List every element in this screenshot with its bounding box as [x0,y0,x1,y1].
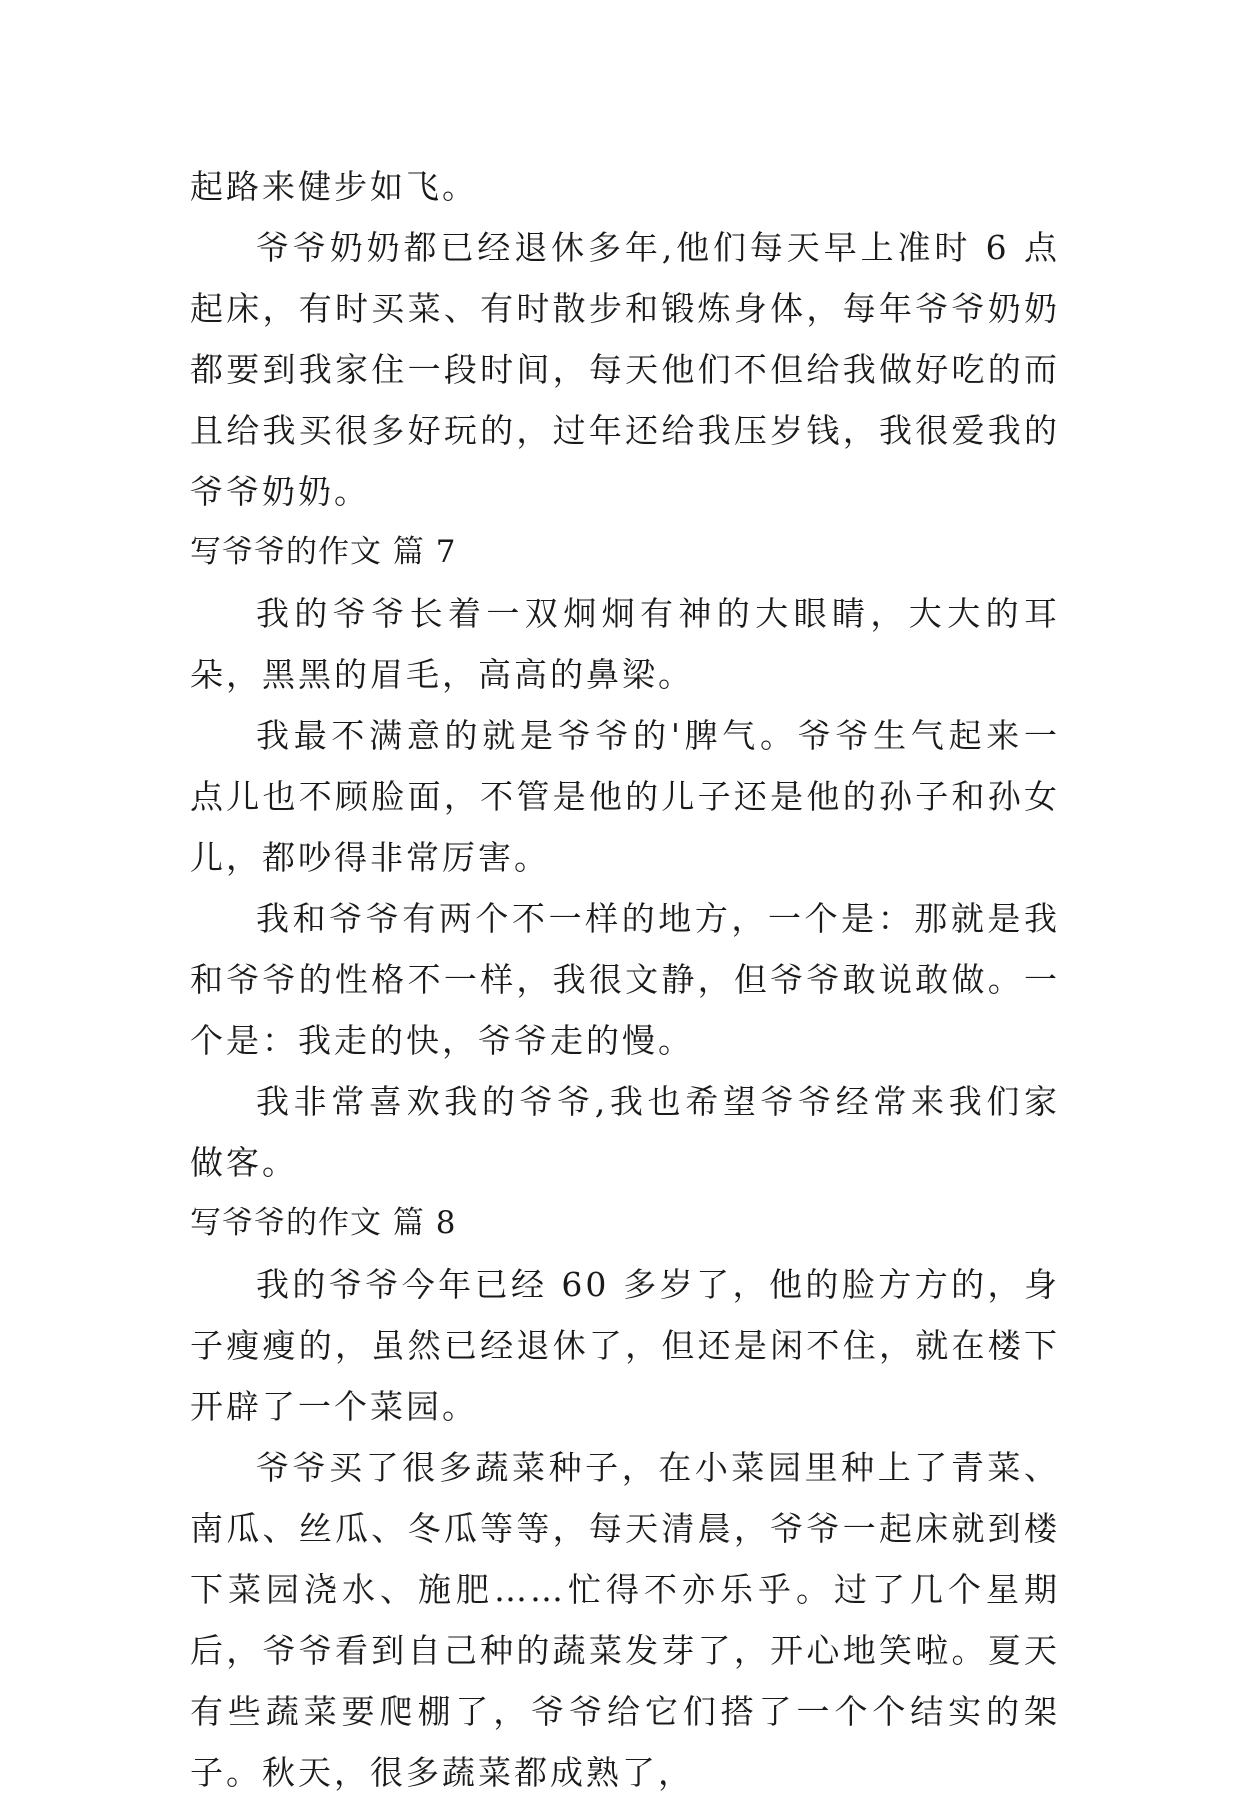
section-heading-8: 写爷爷的作文 篇 8 [190,1205,457,1241]
paragraph-continued: 起路来健步如飞。 [190,167,478,206]
paragraph-grandpa-appearance: 我的爷爷长着一双炯炯有神的大眼睛，大大的耳朵，黑黑的眉毛，高高的鼻梁。 [190,594,1060,694]
paragraph-grandpa-garden-work: 爷爷买了很多蔬菜种子，在小菜园里种上了青菜、南瓜、丝瓜、冬瓜等等，每天清晨，爷爷一起床就到楼下菜园浇水、施肥……忙得不亦乐乎。过了几个星期后，爷爷看到自己种的蔬菜发芽了，开心地笑啦。夏天有些蔬菜要爬棚了，爷爷给它们搭了一个个结实的架子。秋天，很多蔬菜都成熟了， [190,1448,1060,1792]
paragraph-grandpa-garden-intro: 我的爷爷今年已经 60 多岁了，他的脸方方的，身子瘦瘦的，虽然已经退休了，但还是闲不住，就在楼下开辟了一个菜园。 [190,1265,1060,1426]
paragraph-grandpa-temper: 我最不满意的就是爷爷的'脾气。爷爷生气起来一点儿也不顾脸面，不管是他的儿子还是他的孙子和孙女儿，都吵得非常厉害。 [190,716,1060,877]
section-heading-7: 写爷爷的作文 篇 7 [190,534,457,570]
document-body [190,156,1060,1803]
paragraph-grandparents-routine: 爷爷奶奶都已经退休多年,他们每天早上准时 6 点起床，有时买菜、有时散步和锻炼身体，每年爷爷奶奶都要到我家住一段时间，每天他们不但给我做好吃的而且给我买很多好玩的，过年还给我压岁钱，我很爱我的爷爷奶奶。 [190,228,1060,511]
paragraph-differences: 我和爷爷有两个不一样的地方，一个是：那就是我和爷爷的性格不一样，我很文静，但爷爷敢说敢做。一个是：我走的快，爷爷走的慢。 [190,899,1060,1060]
paragraph-like-grandpa: 我非常喜欢我的爷爷,我也希望爷爷经常来我们家做客。 [190,1082,1060,1182]
